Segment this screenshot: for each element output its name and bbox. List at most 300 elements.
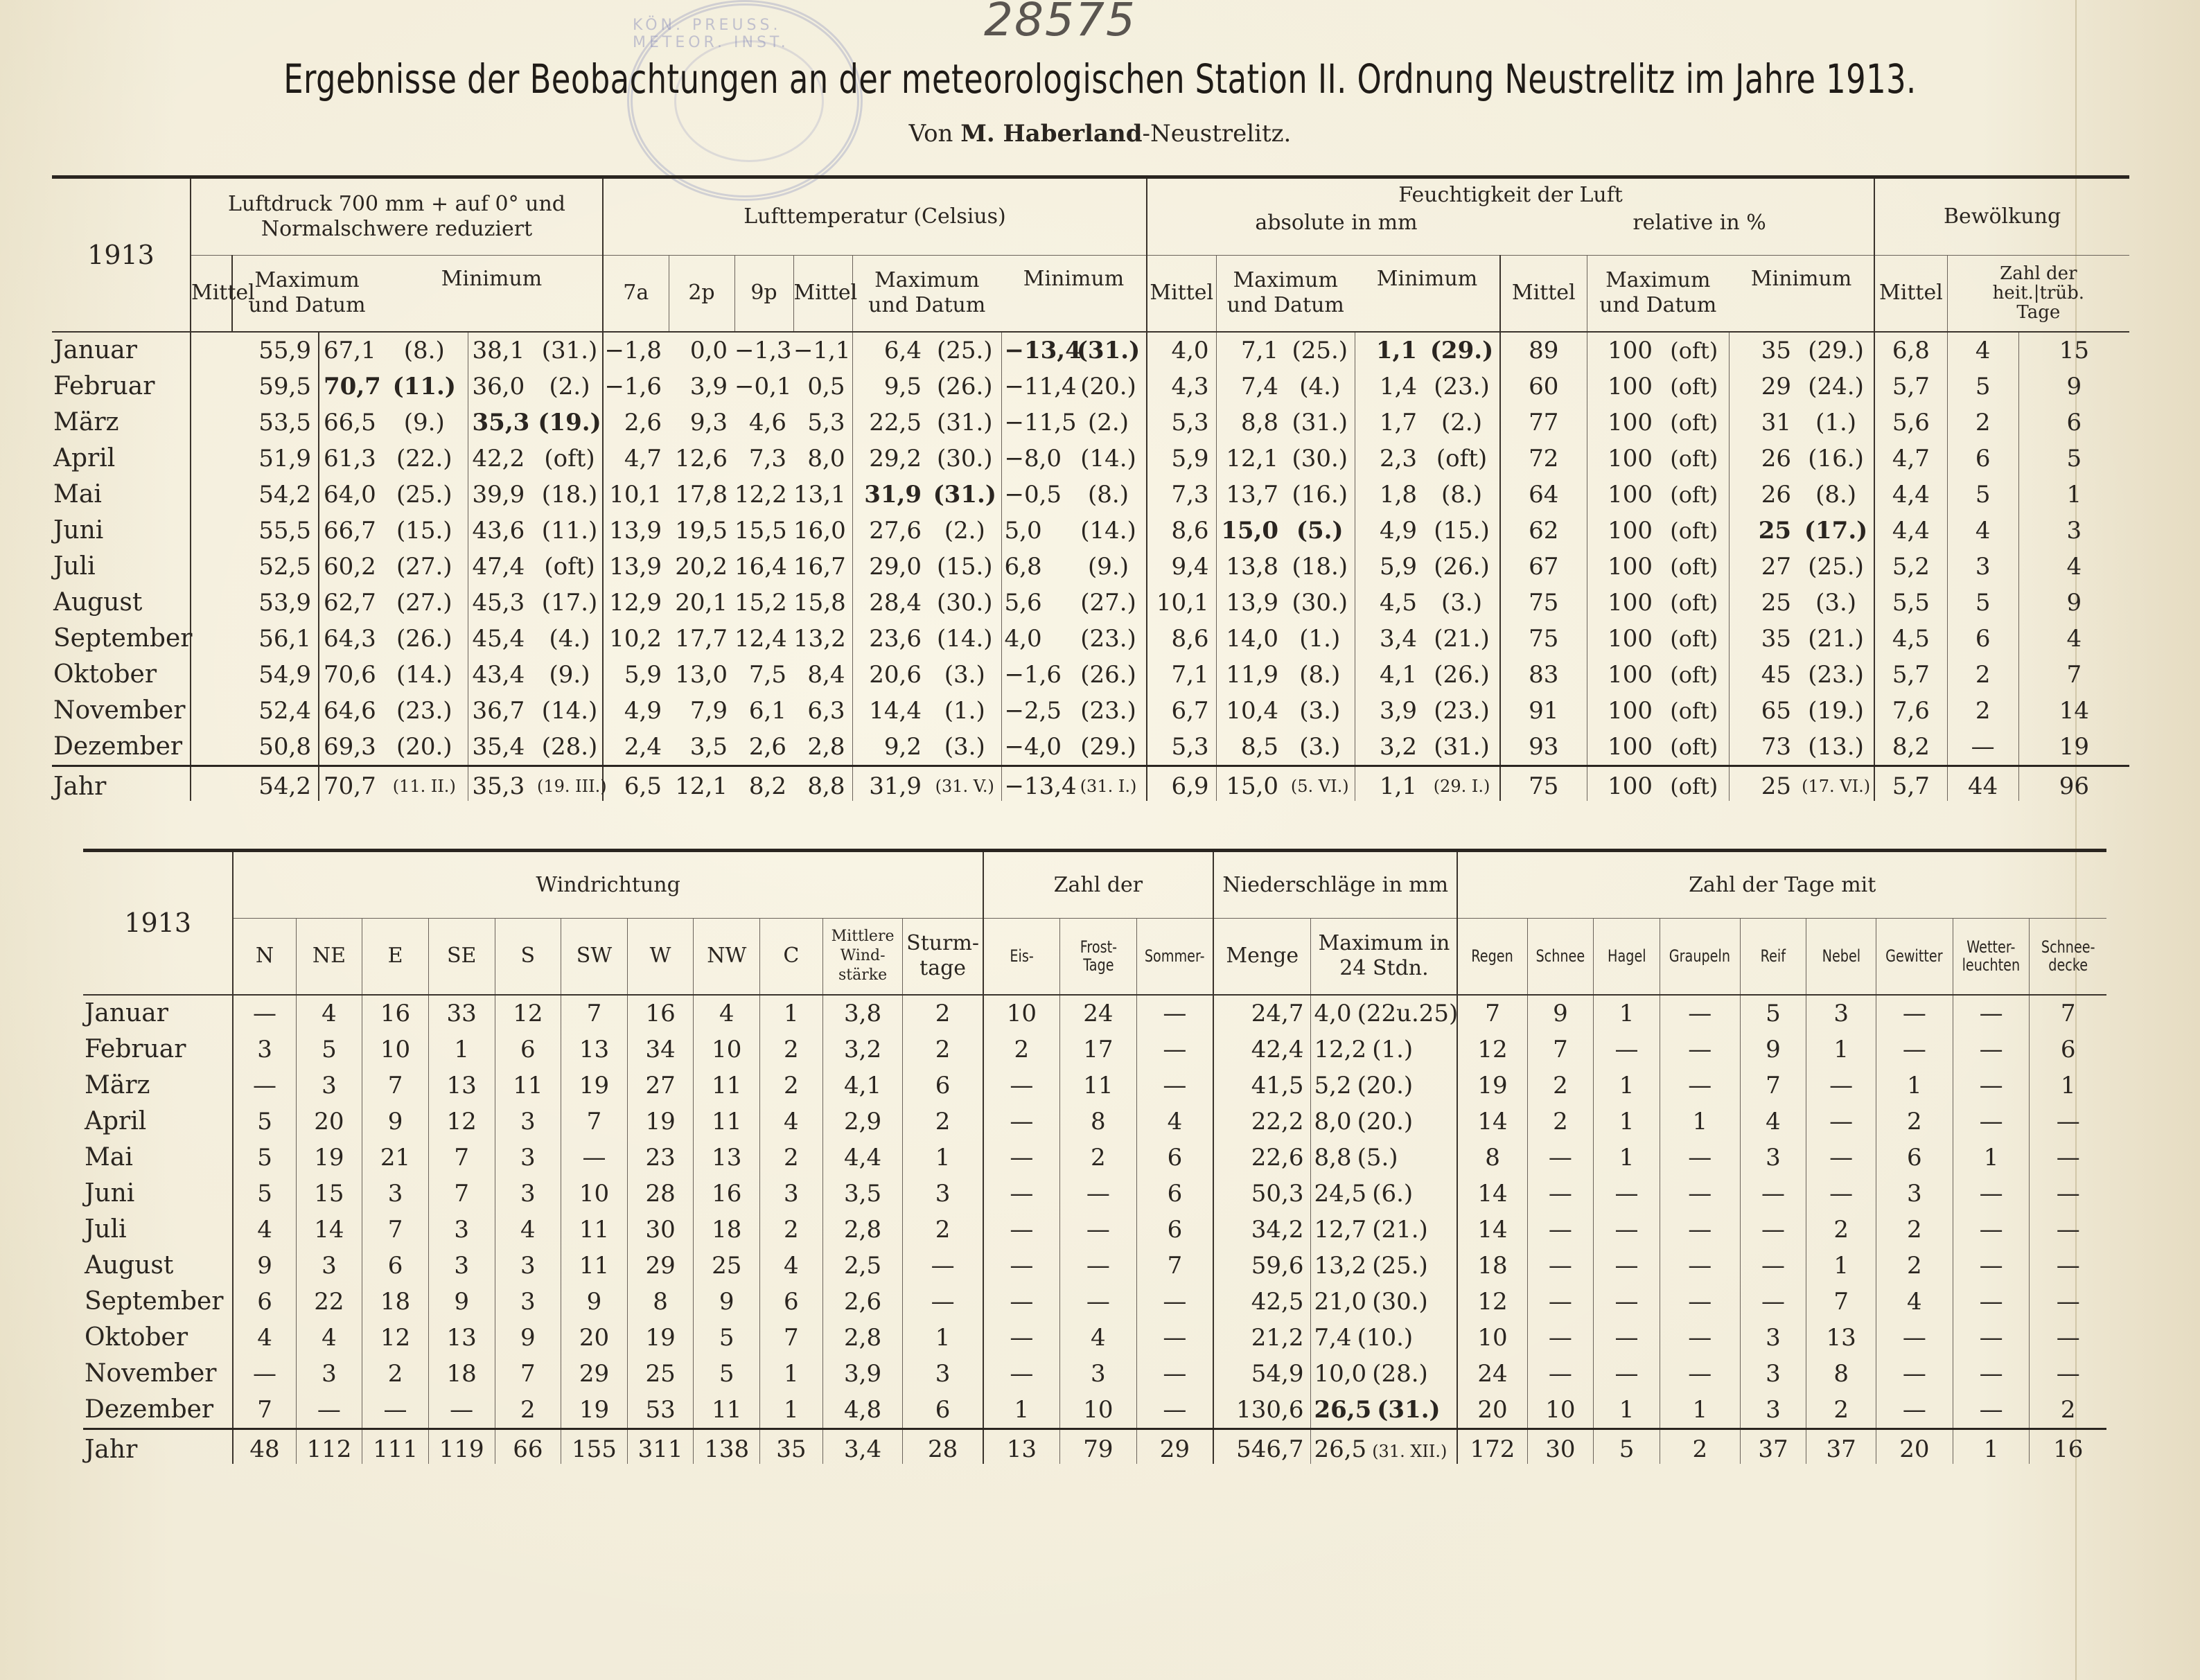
cell-t-max: 31,9 bbox=[852, 766, 929, 801]
cell-wind-staerke: 3,9 bbox=[822, 1356, 903, 1392]
cell-hagel: 1 bbox=[1594, 1068, 1660, 1104]
cell-frosttage: 17 bbox=[1060, 1032, 1137, 1068]
cell-c-heiter: 4 bbox=[1947, 332, 2018, 369]
cell-schnee: 30 bbox=[1527, 1429, 1594, 1464]
cell-p-min: 35,3 bbox=[468, 405, 537, 441]
cell-a-max: 13,9 bbox=[1216, 585, 1285, 621]
cell-reif: 3 bbox=[1740, 1392, 1806, 1429]
cell-sturmtage: 2 bbox=[903, 1104, 983, 1140]
cell-wind-E: 7 bbox=[362, 1212, 429, 1248]
cell-r-min: 25 bbox=[1729, 513, 1798, 549]
cell-wind-E: 6 bbox=[362, 1248, 429, 1284]
table-row bbox=[83, 1104, 2106, 1140]
cell-t-9p: 8,2 bbox=[734, 766, 793, 801]
cell-nebel: 7 bbox=[1806, 1284, 1876, 1320]
cell-t-min-date: (14.) bbox=[1071, 441, 1147, 477]
table-row bbox=[52, 441, 2129, 477]
cell-wind-W: 53 bbox=[627, 1392, 694, 1429]
cell-menge: 41,5 bbox=[1251, 1071, 1304, 1099]
cell-p-max: 64,6 bbox=[319, 693, 381, 729]
sub-frost-label: Frost- bbox=[1080, 937, 1117, 957]
cell-t-min-date: (27.) bbox=[1071, 585, 1147, 621]
table-row bbox=[83, 1068, 2106, 1104]
cell-c-trueb: 9 bbox=[2018, 369, 2129, 405]
cell-max-24h-value: 8,0 bbox=[1314, 1107, 1352, 1135]
cell-t-max: 14,4 bbox=[852, 693, 929, 729]
cell-wind-SW: 7 bbox=[561, 1104, 628, 1140]
cell-wind-SW: 20 bbox=[561, 1320, 628, 1356]
cell-a-min: 4,5 bbox=[1355, 585, 1424, 621]
cell-graupeln: — bbox=[1660, 1320, 1740, 1356]
cell-wind-S: 3 bbox=[495, 1104, 561, 1140]
cell-a-mean: 4,3 bbox=[1171, 372, 1209, 400]
cell-schnee: — bbox=[1527, 1356, 1594, 1392]
cell-wind-NE: 22 bbox=[296, 1284, 362, 1320]
cell-p-min-date: (2.) bbox=[537, 369, 603, 405]
table-row bbox=[83, 1176, 2106, 1212]
cell-wind-SE: 13 bbox=[428, 1068, 495, 1104]
cell-sommertage: — bbox=[1136, 1032, 1213, 1068]
cell-c-mean: 4,4 bbox=[1892, 516, 1930, 545]
cell-c-mean: 7,6 bbox=[1892, 696, 1930, 725]
month-label: Februar bbox=[83, 1032, 233, 1068]
cell-c-heiter: 44 bbox=[1947, 766, 2018, 801]
cell-wind-NW: 11 bbox=[694, 1392, 760, 1429]
cell-a-mean: 9,4 bbox=[1171, 552, 1209, 581]
cell-sommertage: 6 bbox=[1136, 1212, 1213, 1248]
cell-r-min: 35 bbox=[1729, 332, 1798, 369]
cell-wind-S: 3 bbox=[495, 1140, 561, 1176]
month-label: Mai bbox=[83, 1140, 233, 1176]
cell-sturmtage: 28 bbox=[903, 1429, 983, 1464]
sub-frosttage bbox=[1068, 919, 1129, 995]
cell-p-min-date: (17.) bbox=[537, 585, 603, 621]
cell-max-24h-value: 12,2 bbox=[1314, 1035, 1367, 1063]
cell-max-24h-value: 8,8 bbox=[1314, 1143, 1352, 1171]
cell-sommertage: — bbox=[1136, 1320, 1213, 1356]
cell-c-mean: 8,2 bbox=[1892, 732, 1930, 761]
cell-schneedecke: 6 bbox=[2030, 1032, 2106, 1068]
cell-r-mean: 83 bbox=[1529, 660, 1559, 689]
cell-p-max-date: (14.) bbox=[396, 660, 452, 689]
cell-a-mean: 7,3 bbox=[1171, 480, 1209, 509]
cell-a-max: 13,7 bbox=[1216, 477, 1285, 513]
cell-wind-C: 4 bbox=[760, 1248, 823, 1284]
cell-r-max: 100 bbox=[1587, 729, 1660, 766]
cell-wind-SW: 13 bbox=[561, 1032, 628, 1068]
cell-regen: 7 bbox=[1485, 999, 1500, 1027]
cell-frosttage: 2 bbox=[1060, 1140, 1137, 1176]
cell-nebel: 2 bbox=[1806, 1392, 1876, 1429]
cell-wind-staerke: 3,5 bbox=[822, 1176, 903, 1212]
cell-p-min-date: (oft) bbox=[537, 441, 603, 477]
cell-wind-SE: 18 bbox=[428, 1356, 495, 1392]
cell-wind-N: 6 bbox=[257, 1287, 272, 1316]
month-label: Oktober bbox=[83, 1320, 233, 1356]
sub-wind-N: N bbox=[255, 944, 274, 969]
cell-max-24h-value: 21,0 bbox=[1314, 1287, 1367, 1316]
sub-hagel: Hagel bbox=[1600, 919, 1653, 995]
cell-wind-E: 3 bbox=[362, 1176, 429, 1212]
cell-regen: 14 bbox=[1477, 1107, 1508, 1135]
cell-r-max-date: (oft) bbox=[1670, 373, 1718, 400]
year-total-row bbox=[83, 1429, 2106, 1464]
cell-gewitter: — bbox=[1876, 1032, 1953, 1068]
cell-wind-SW: — bbox=[561, 1140, 628, 1176]
cell-p-min-date: (11.) bbox=[537, 513, 603, 549]
table-wind-precip bbox=[83, 849, 2106, 1464]
sub-a-min: Minimum bbox=[1355, 256, 1500, 332]
cell-reif: 9 bbox=[1740, 1032, 1806, 1068]
cell-wind-SE: 7 bbox=[428, 1176, 495, 1212]
accession-number: 28575 bbox=[984, 0, 1136, 46]
cell-t-max: 6,4 bbox=[852, 332, 929, 369]
cell-r-min-date: (17.) bbox=[1798, 513, 1874, 549]
cell-a-min: 5,9 bbox=[1355, 549, 1424, 585]
cell-reif: 4 bbox=[1740, 1104, 1806, 1140]
cell-hagel: — bbox=[1594, 1320, 1660, 1356]
sub-schnee: Schnee bbox=[1534, 919, 1587, 995]
cell-t-2p: 20,2 bbox=[675, 552, 728, 581]
cell-p-max: 67,1 bbox=[319, 332, 381, 369]
cell-wind-C: 2 bbox=[760, 1068, 823, 1104]
cell-wind-NE: 14 bbox=[296, 1212, 362, 1248]
cell-a-min-date: (26.) bbox=[1424, 549, 1500, 585]
cell-a-max: 12,1 bbox=[1216, 441, 1285, 477]
cell-p-min-date: (31.) bbox=[537, 332, 603, 369]
cell-frosttage: 4 bbox=[1060, 1320, 1137, 1356]
cell-reif: 3 bbox=[1740, 1356, 1806, 1392]
cell-graupeln: 1 bbox=[1660, 1104, 1740, 1140]
cell-t-mean: 16,0 bbox=[793, 516, 846, 545]
cell-wind-C: 4 bbox=[760, 1104, 823, 1140]
table-row bbox=[83, 995, 2106, 1032]
cell-a-min: 1,1 bbox=[1355, 766, 1424, 801]
cell-regen: 19 bbox=[1477, 1071, 1508, 1099]
cell-max-24h-value: 10,0 bbox=[1314, 1359, 1367, 1388]
cell-frosttage: 3 bbox=[1060, 1356, 1137, 1392]
cell-wind-C: 3 bbox=[760, 1176, 823, 1212]
cell-sommertage: 6 bbox=[1136, 1140, 1213, 1176]
cell-t-max-date: (25.) bbox=[936, 336, 993, 364]
cell-p-min: 43,4 bbox=[468, 657, 537, 693]
cell-a-mean: 6,9 bbox=[1147, 766, 1216, 801]
cell-a-max-date: (4.) bbox=[1299, 372, 1341, 400]
cell-r-min-date: (19.) bbox=[1798, 693, 1874, 729]
header-luftdruck: Luftdruck 700 mm + auf 0° und Normalschwere reduziert bbox=[191, 177, 603, 256]
sub-wetterleuchten: Wetter- leuchten bbox=[1960, 919, 2022, 995]
cell-p-mean: 55,9 bbox=[258, 336, 311, 364]
cell-menge: 59,6 bbox=[1251, 1251, 1304, 1280]
cell-max-24h-date: (30.) bbox=[1372, 1287, 1428, 1316]
cell-t-9p: 15,5 bbox=[734, 516, 787, 545]
cell-wind-N: 9 bbox=[257, 1251, 272, 1280]
cell-r-mean: 60 bbox=[1529, 372, 1559, 400]
cell-p-mean: 51,9 bbox=[258, 444, 311, 472]
cell-p-mean: 59,5 bbox=[258, 372, 311, 400]
cell-regen: 18 bbox=[1477, 1251, 1508, 1280]
cell-a-min: 3,9 bbox=[1355, 693, 1424, 729]
sub-gewitter: Gewitter bbox=[1884, 919, 1946, 995]
cell-max-24h bbox=[1311, 1356, 1457, 1392]
cell-t-max-date: (14.) bbox=[936, 624, 993, 653]
cell-wind-SE: 9 bbox=[428, 1284, 495, 1320]
cell-t-2p: 12,1 bbox=[669, 766, 734, 801]
cell-sturmtage: 6 bbox=[903, 1392, 983, 1429]
cell-t-2p: 3,5 bbox=[689, 732, 728, 761]
cell-p-max: 64,0 bbox=[319, 477, 381, 513]
cell-a-max: 11,9 bbox=[1216, 657, 1285, 693]
sub-c-trueb: trüb. bbox=[2039, 283, 2085, 304]
cell-sturmtage: 3 bbox=[903, 1356, 983, 1392]
cell-wind-NW: 11 bbox=[694, 1104, 760, 1140]
cell-r-min-date: (1.) bbox=[1798, 405, 1874, 441]
table-row bbox=[83, 1212, 2106, 1248]
month-label: September bbox=[52, 621, 191, 657]
cell-wind-W: 23 bbox=[627, 1140, 694, 1176]
cell-t-7a: 2,4 bbox=[624, 732, 662, 761]
cell-p-max: 64,3 bbox=[319, 621, 381, 657]
cell-wind-S: 66 bbox=[495, 1429, 561, 1464]
cell-p-min: 36,0 bbox=[468, 369, 537, 405]
cell-max-24h-value: 26,5 bbox=[1314, 1395, 1372, 1424]
cell-reif: 3 bbox=[1740, 1140, 1806, 1176]
cell-t-9p: 15,2 bbox=[734, 588, 787, 617]
cell-p-mean: 50,8 bbox=[258, 732, 311, 761]
cell-graupeln: 1 bbox=[1660, 1392, 1740, 1429]
cell-t-max: 29,2 bbox=[852, 441, 929, 477]
cell-t-max-date: (31.) bbox=[933, 480, 996, 509]
cell-t-2p: 17,8 bbox=[675, 480, 728, 509]
cell-wind-W: 19 bbox=[627, 1320, 694, 1356]
cell-a-mean: 8,6 bbox=[1171, 624, 1209, 653]
table-row bbox=[52, 621, 2129, 657]
cell-eistage: — bbox=[1010, 1287, 1034, 1316]
table-row bbox=[83, 1284, 2106, 1320]
cell-p-min: 42,2 bbox=[468, 441, 537, 477]
cell-hagel: 1 bbox=[1594, 1104, 1660, 1140]
cell-wind-S: 6 bbox=[495, 1032, 561, 1068]
cell-wind-NW: 9 bbox=[694, 1284, 760, 1320]
cell-sturmtage: — bbox=[903, 1284, 983, 1320]
cell-wind-E: 7 bbox=[362, 1068, 429, 1104]
cell-t-7a: 12,9 bbox=[609, 588, 662, 617]
cell-c-trueb: 6 bbox=[2018, 405, 2129, 441]
cell-p-min: 47,4 bbox=[468, 549, 537, 585]
table2-year-header: 1913 bbox=[83, 851, 233, 995]
cell-wind-E: 9 bbox=[362, 1104, 429, 1140]
cell-r-min: 26 bbox=[1729, 477, 1798, 513]
cell-sturmtage: 6 bbox=[903, 1068, 983, 1104]
table-row bbox=[52, 477, 2129, 513]
cell-max-24h-date: (25.) bbox=[1372, 1251, 1428, 1280]
cell-p-max-date: (27.) bbox=[396, 588, 452, 617]
cell-t-2p: 7,9 bbox=[689, 696, 728, 725]
cell-schnee: — bbox=[1527, 1176, 1594, 1212]
cell-p-mean: 53,9 bbox=[258, 588, 311, 617]
cell-eistage: 13 bbox=[983, 1429, 1060, 1464]
cell-wind-C: 1 bbox=[760, 995, 823, 1032]
cell-schneedecke: 1 bbox=[2030, 1068, 2106, 1104]
cell-a-max-date: (5.) bbox=[1296, 516, 1344, 545]
cell-t-9p: −0,1 bbox=[734, 372, 792, 400]
cell-c-mean: 5,6 bbox=[1892, 408, 1930, 436]
cell-t-mean: 15,8 bbox=[793, 588, 846, 617]
cell-max-24h-value: 7,4 bbox=[1314, 1323, 1352, 1352]
cell-c-trueb: 5 bbox=[2018, 441, 2129, 477]
cell-wind-N: 5 bbox=[257, 1179, 272, 1208]
cell-p-max: 66,5 bbox=[319, 405, 381, 441]
cell-c-trueb: 7 bbox=[2018, 657, 2129, 693]
cell-p-max-date: (8.) bbox=[403, 336, 445, 364]
cell-wetterleuchten: — bbox=[1953, 1392, 2030, 1429]
cell-t-7a: 10,2 bbox=[609, 624, 662, 653]
cell-gewitter: — bbox=[1876, 995, 1953, 1032]
month-label: November bbox=[83, 1356, 233, 1392]
cell-sommertage: — bbox=[1136, 1392, 1213, 1429]
month-label: August bbox=[52, 585, 191, 621]
cell-hagel: 1 bbox=[1594, 1392, 1660, 1429]
table-row bbox=[83, 1032, 2106, 1068]
cell-c-heiter: 5 bbox=[1947, 585, 2018, 621]
cell-sturmtage: 2 bbox=[903, 1032, 983, 1068]
cell-wind-SE: 12 bbox=[428, 1104, 495, 1140]
table-row bbox=[83, 1320, 2106, 1356]
cell-c-trueb: 4 bbox=[2018, 549, 2129, 585]
cell-wind-W: 28 bbox=[627, 1176, 694, 1212]
cell-t-mean: 8,8 bbox=[793, 766, 852, 801]
cell-wind-W: 34 bbox=[627, 1032, 694, 1068]
cell-max-24h bbox=[1311, 1248, 1457, 1284]
month-label: Januar bbox=[83, 995, 233, 1032]
cell-p-mean: 53,5 bbox=[258, 408, 311, 436]
cell-a-min: 1,1 bbox=[1355, 332, 1424, 369]
cell-regen: 24 bbox=[1477, 1359, 1508, 1388]
cell-p-mean: 52,4 bbox=[258, 696, 311, 725]
cell-wind-SE: 3 bbox=[428, 1212, 495, 1248]
cell-c-heiter: 2 bbox=[1947, 405, 2018, 441]
cell-t-min-date: (8.) bbox=[1071, 477, 1147, 513]
cell-a-max: 15,0 bbox=[1216, 766, 1285, 801]
sub-wind-SE: SE bbox=[428, 919, 495, 995]
cell-sommertage: — bbox=[1136, 1068, 1213, 1104]
cell-schnee: 9 bbox=[1527, 995, 1594, 1032]
cell-gewitter: 3 bbox=[1876, 1176, 1953, 1212]
month-label: Februar bbox=[52, 369, 191, 405]
sub-a-mean: Mittel bbox=[1150, 281, 1214, 306]
header-niederschlaege: Niederschläge in mm bbox=[1213, 851, 1457, 919]
sub-a-datum-label: und Datum bbox=[1226, 293, 1344, 318]
table-row bbox=[52, 369, 2129, 405]
cell-wetterleuchten: 1 bbox=[1953, 1429, 2030, 1464]
cell-frosttage: 8 bbox=[1060, 1104, 1137, 1140]
cell-wind-E: 2 bbox=[362, 1356, 429, 1392]
cell-gewitter: 2 bbox=[1876, 1248, 1953, 1284]
cell-wind-S: 11 bbox=[495, 1068, 561, 1104]
cell-p-max: 70,7 bbox=[319, 766, 381, 801]
cell-wind-SE: 13 bbox=[428, 1320, 495, 1356]
cell-wind-S: 4 bbox=[495, 1212, 561, 1248]
cell-wind-N: 3 bbox=[257, 1035, 272, 1063]
cell-t-max-date: (2.) bbox=[944, 516, 985, 545]
cell-t-7a: −1,6 bbox=[604, 372, 662, 400]
cell-p-max: 62,7 bbox=[319, 585, 381, 621]
cell-reif: 5 bbox=[1740, 995, 1806, 1032]
cell-wind-N: 48 bbox=[233, 1429, 296, 1464]
cell-a-max: 7,4 bbox=[1216, 369, 1285, 405]
cell-p-max-date: (20.) bbox=[396, 732, 452, 761]
month-label: Jahr bbox=[52, 766, 191, 801]
cell-r-mean: 91 bbox=[1529, 696, 1559, 725]
cell-a-max-date: (1.) bbox=[1299, 624, 1341, 653]
cell-hagel: 1 bbox=[1594, 1140, 1660, 1176]
cell-wind-SE: — bbox=[428, 1392, 495, 1429]
cell-max-24h-value: 5,2 bbox=[1314, 1071, 1352, 1099]
cell-wind-staerke: 4,8 bbox=[822, 1392, 903, 1429]
cell-reif: — bbox=[1740, 1248, 1806, 1284]
cell-eistage: 2 bbox=[1014, 1035, 1030, 1063]
cell-t-min: −11,4 bbox=[1001, 369, 1071, 405]
cell-reif: 37 bbox=[1740, 1429, 1806, 1464]
cell-nebel: 37 bbox=[1806, 1429, 1876, 1464]
cell-r-mean: 75 bbox=[1529, 624, 1559, 653]
cell-p-min: 35,4 bbox=[468, 729, 537, 766]
cell-wind-N: — bbox=[253, 999, 277, 1027]
cell-wind-S: 3 bbox=[495, 1176, 561, 1212]
cell-a-mean: 4,0 bbox=[1171, 336, 1209, 364]
cell-wind-staerke: 2,8 bbox=[822, 1320, 903, 1356]
sub-eistage: Eis- bbox=[1010, 946, 1034, 966]
cell-a-max-date: (3.) bbox=[1299, 696, 1341, 725]
cell-max-24h bbox=[1311, 1032, 1457, 1068]
month-label: Jahr bbox=[83, 1429, 233, 1464]
cell-r-max-date: (oft) bbox=[1670, 661, 1718, 688]
cell-wind-S: 3 bbox=[495, 1284, 561, 1320]
sub-a-max bbox=[1216, 256, 1355, 332]
cell-sommertage: — bbox=[1136, 1356, 1213, 1392]
cell-t-9p: 16,4 bbox=[734, 552, 787, 581]
cell-regen: 12 bbox=[1477, 1035, 1508, 1063]
header-zahl-tage-mit: Zahl der Tage mit bbox=[1457, 851, 2106, 919]
sub-t-min: Minimum bbox=[1001, 256, 1147, 332]
cell-wind-NW: 4 bbox=[694, 995, 760, 1032]
cell-max-24h-value: 13,2 bbox=[1314, 1251, 1367, 1280]
year-total-row bbox=[52, 766, 2129, 801]
cell-frosttage: 79 bbox=[1060, 1429, 1137, 1464]
cell-a-max: 8,5 bbox=[1216, 729, 1285, 766]
cell-a-min-date: (21.) bbox=[1424, 621, 1500, 657]
cell-schneedecke: — bbox=[2030, 1248, 2106, 1284]
cell-c-mean: 4,4 bbox=[1892, 480, 1930, 509]
cell-a-min-date: (2.) bbox=[1424, 405, 1500, 441]
cell-p-min-date: (19. III.) bbox=[537, 766, 603, 801]
cell-wind-N: 4 bbox=[257, 1215, 272, 1244]
cell-r-mean: 67 bbox=[1529, 552, 1559, 581]
header-relative: relative in % bbox=[1633, 211, 1766, 235]
cell-r-min-date: (24.) bbox=[1798, 369, 1874, 405]
cell-wind-NW: 11 bbox=[694, 1068, 760, 1104]
cell-graupeln: — bbox=[1660, 1248, 1740, 1284]
subtitle-prefix: Von bbox=[908, 120, 961, 148]
cell-wetterleuchten: — bbox=[1953, 1068, 2030, 1104]
cell-r-max-date: (oft) bbox=[1670, 337, 1718, 364]
table1-year-header: 1913 bbox=[52, 177, 191, 332]
cell-p-min-date: (18.) bbox=[537, 477, 603, 513]
cell-menge: 34,2 bbox=[1251, 1215, 1304, 1244]
cell-a-max-date: (31.) bbox=[1292, 408, 1348, 436]
cell-wind-C: 1 bbox=[760, 1392, 823, 1429]
cell-sommertage: 7 bbox=[1136, 1248, 1213, 1284]
